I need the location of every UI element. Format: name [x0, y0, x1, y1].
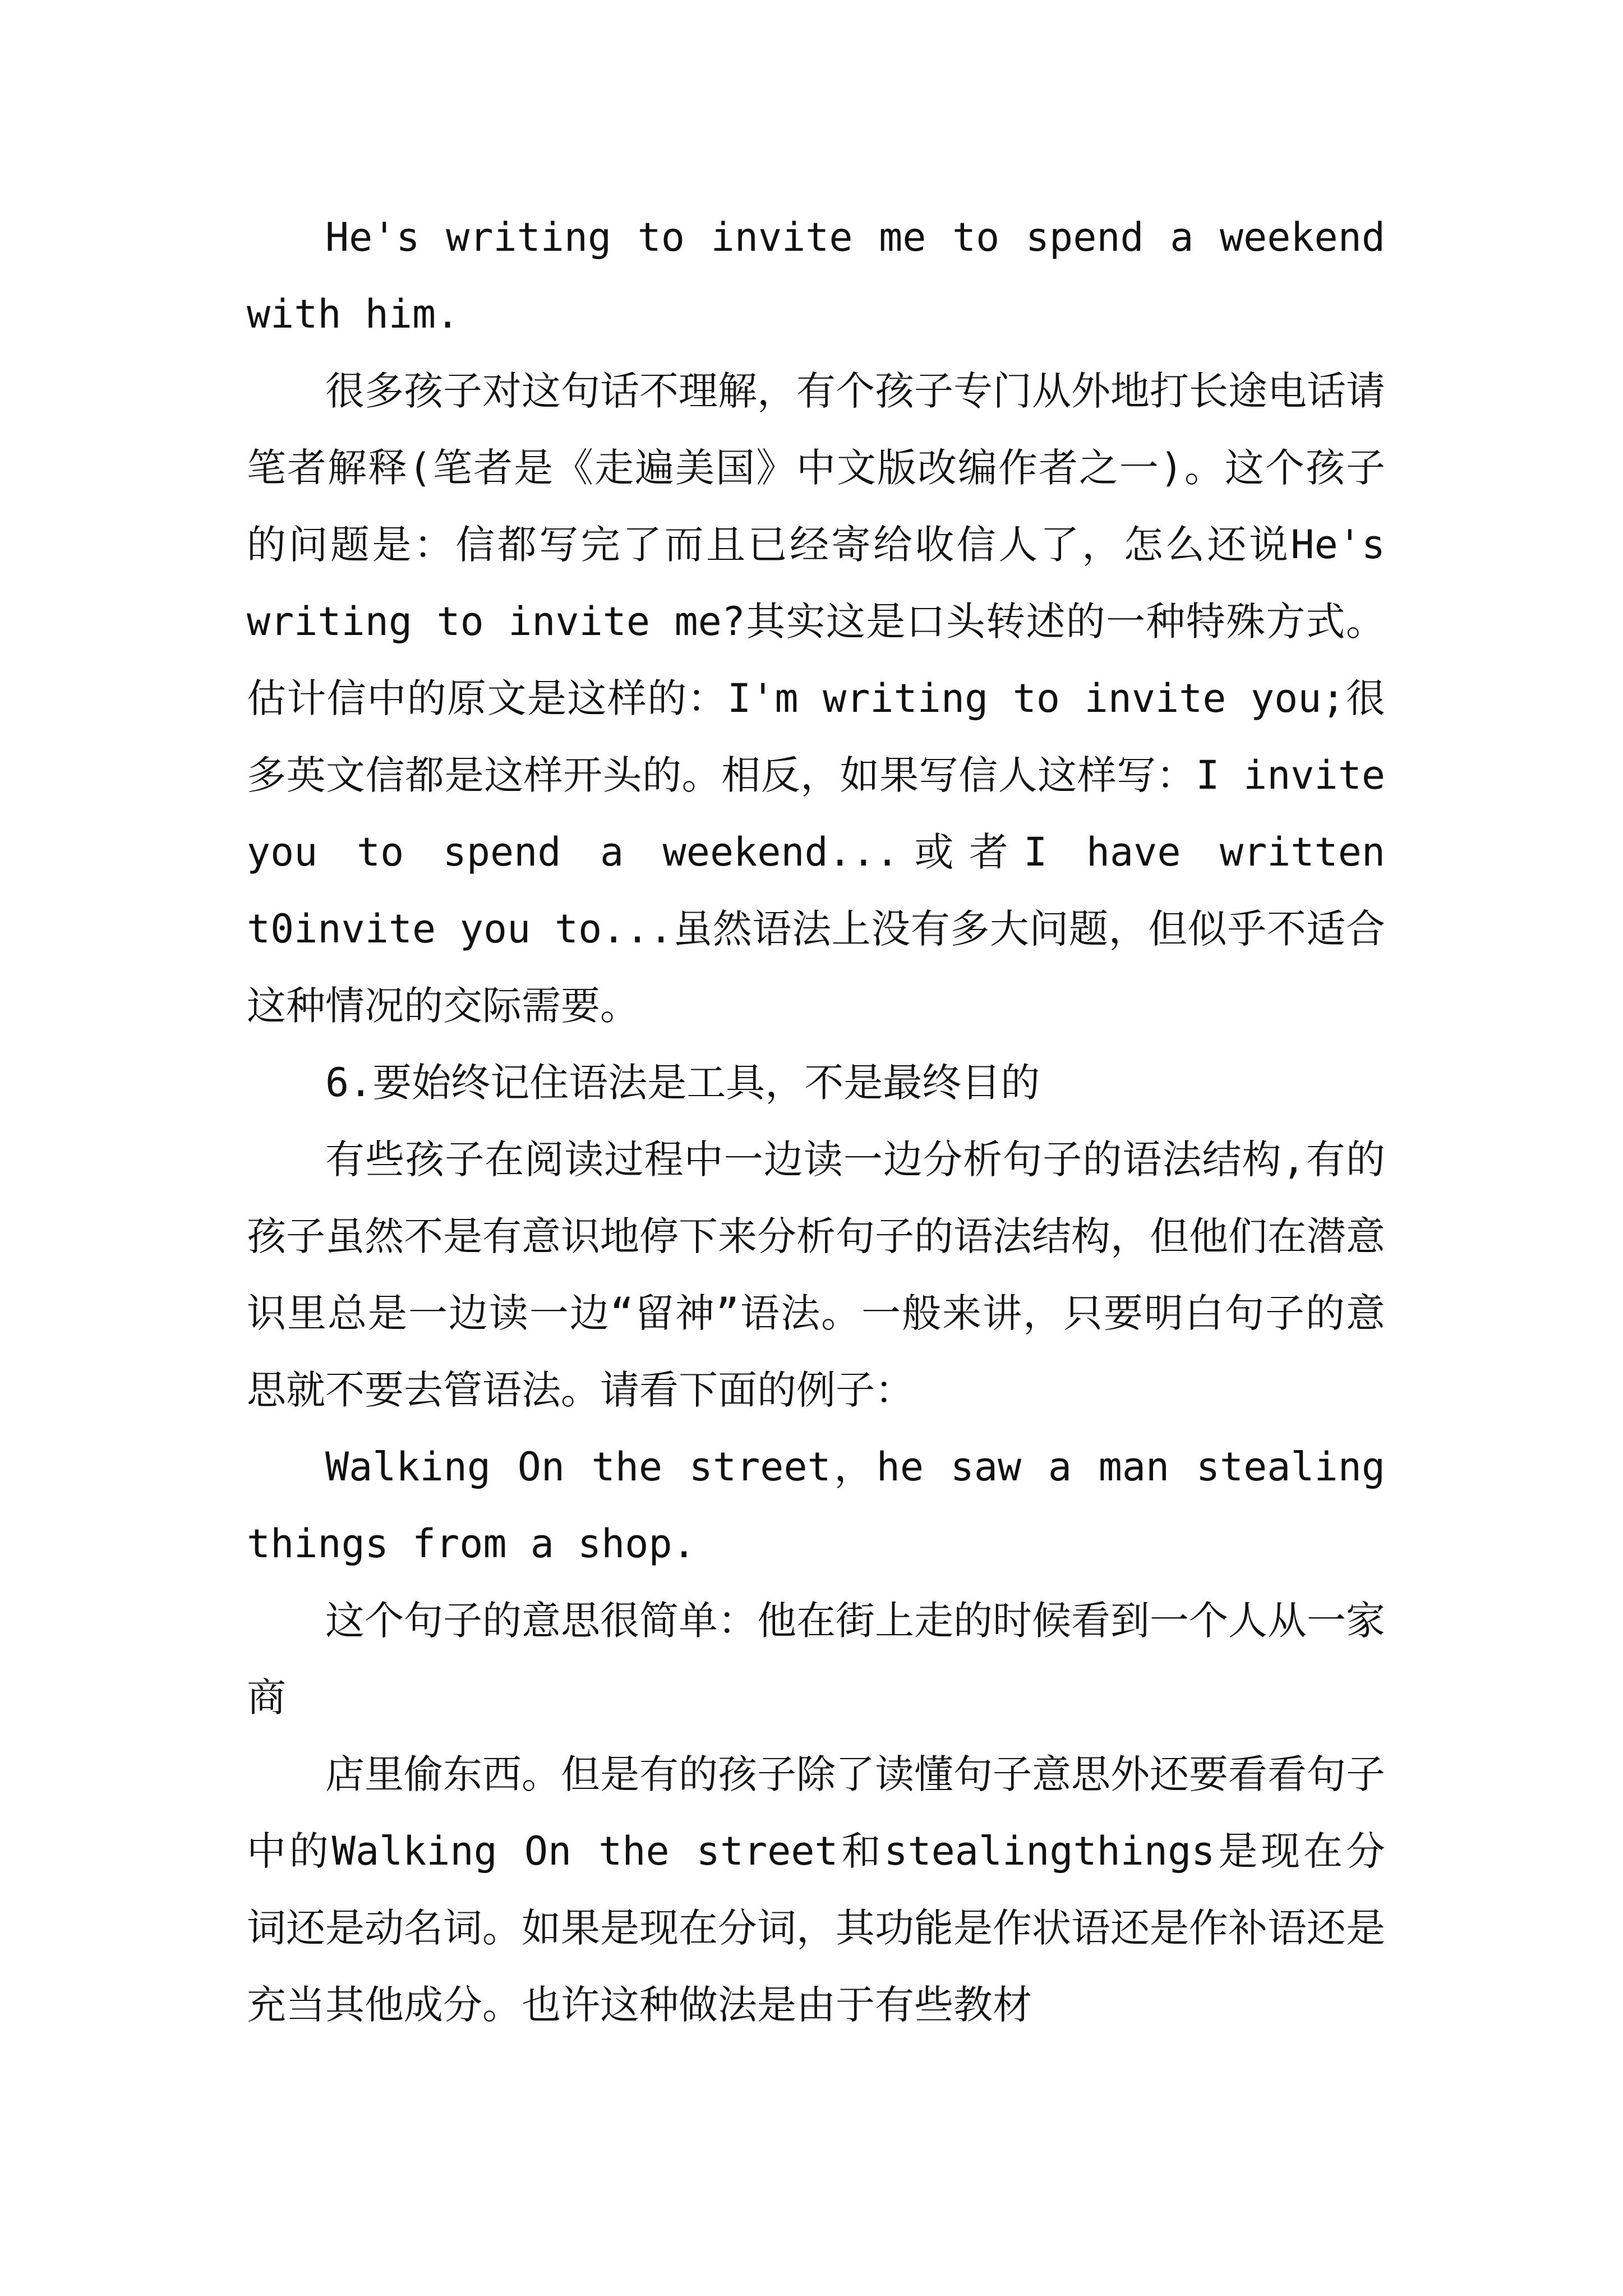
example-sentence-1: He's writing to invite me to spend a weekend with him.	[247, 214, 1385, 337]
section-heading-6: 6.要始终记住语法是工具，不是最终目的	[325, 1060, 1040, 1106]
paragraph-explanation: 很多孩子对这句话不理解，有个孩子专门从外地打长途电话请笔者解释(笔者是《走遍美国》中文版改编作者之一)。这个孩子的问题是：信都写完了而且已经寄给收信人了，怎么还说He's writing to invite me?其实这是口头转述的一种特殊方式。估计信中的原文是这样的：I'm writing to invite you;很多英文信都是这样开头的。相反，如果写信人这样写：I invite you to spend a weekend...或者I have written t0invite you to...虽然语法上没有多大问题，但似乎不适合这种情况的交际需要。	[247, 368, 1385, 1029]
document-body	[247, 199, 1385, 2044]
example-sentence-2: Walking On the street，he saw a man stealing things from a shop.	[247, 1444, 1385, 1567]
paragraph-meaning: 这个句子的意思很简单：他在街上走的时候看到一个人从一家商	[247, 1598, 1385, 1720]
paragraph-participle: 店里偷东西。但是有的孩子除了读懂句子意思外还要看看句子中的Walking On the street和stealingthings是现在分词还是动名词。如果是现在分词，其功能是作状语还是作补语还是充当其他成分。也许这种做法是由于有些教材	[247, 1751, 1385, 2028]
paragraph-grammar-reading: 有些孩子在阅读过程中一边读一边分析句子的语法结构,有的孩子虽然不是有意识地停下来分析句子的语法结构，但他们在潜意识里总是一边读一边“留神”语法。一般来讲，只要明白句子的意思就不要去管语法。请看下面的例子：	[247, 1137, 1385, 1413]
